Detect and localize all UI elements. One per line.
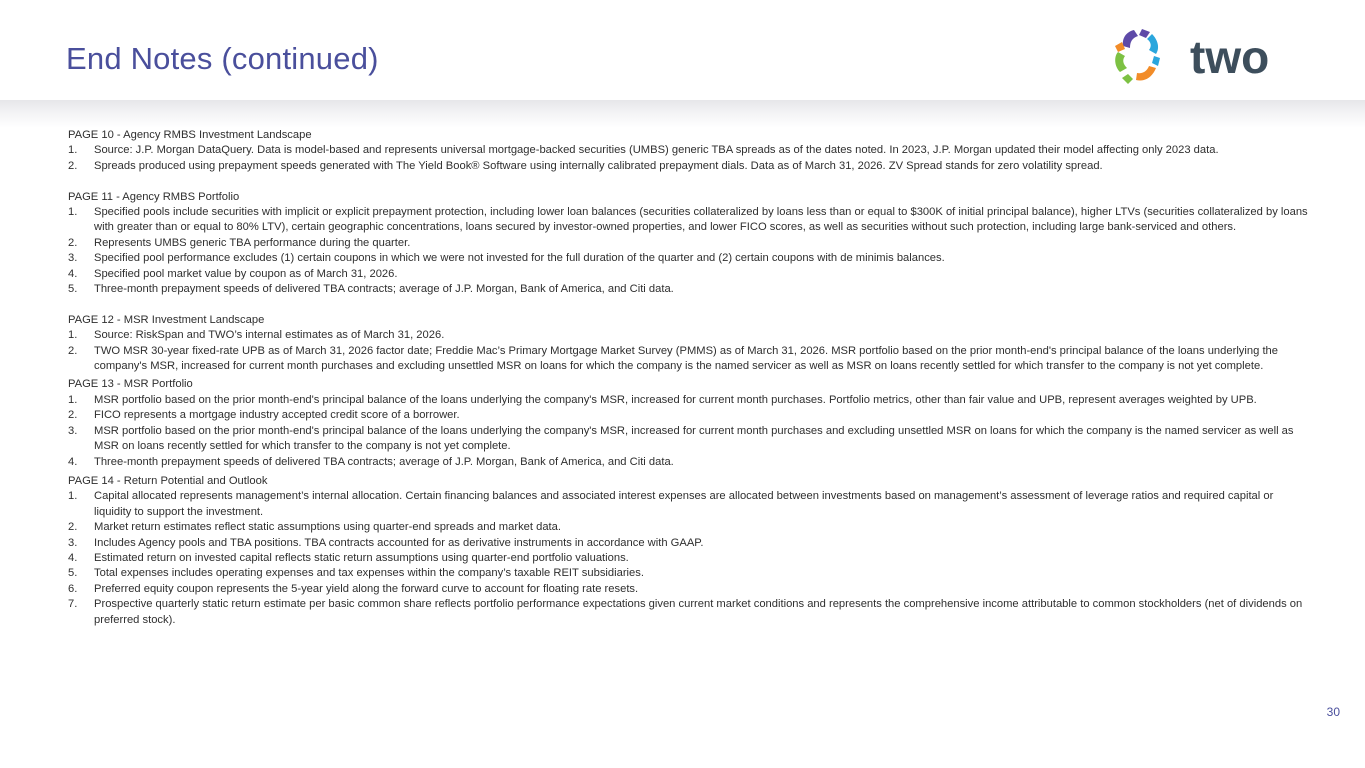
list-item: 2. Represents UMBS generic TBA performance during the quarter. [68, 236, 411, 249]
header-divider-band [0, 100, 1365, 128]
list-item: 2. FICO represents a mortgage industry accepted credit score of a borrower. [68, 409, 460, 422]
section-title: PAGE 12 - MSR Investment Landscape [68, 313, 265, 326]
list-item: 2. Spreads produced using prepayment speeds generated with The Yield Book® Software using internally calibrated prepayment dials. Data as of March 31, 2026. ZV Spread stands for zero volatility spread. [68, 159, 1103, 172]
list-item: 1. Source: RiskSpan and TWO’s internal estimates as of March 31, 2026. [68, 329, 445, 342]
list-item: 2. TWO MSR 30-year fixed-rate UPB as of March 31, 2026 factor date; Freddie Mac’s Primary Mortgage Market Survey (PMMS) as of March 31, 2026. MSR portfolio based on the prior month-end's principal balance of the loans underlying the company's MSR, increased for current month purchases and excluding unsettled MSR on loans for which the company is the named servicer as well as MSR on loans recently settled for which transfer to the company is not yet complete. [68, 344, 1278, 373]
section-title: PAGE 14 - Return Potential and Outlook [68, 474, 268, 487]
list-item: 4. Estimated return on invested capital reflects static return assumptions using quarter-end portfolio valuations. [68, 551, 629, 564]
list-item: 2. Market return estimates reflect static assumptions using quarter-end spreads and market data. [68, 521, 561, 534]
section-page-12 [68, 313, 1308, 375]
logo-text: two [1190, 31, 1270, 83]
section-title: PAGE 10 - Agency RMBS Investment Landscape [68, 129, 312, 141]
list-item: 1. Specified pools include securities with implicit or explicit prepayment protection, including lower loan balances (securities collateralized by loans less than or equal to $300K of initial principal balance), higher LTVs (securities collateralized by loans with greater than or equal to 80% LTV), certain geographic concentrations, loans secured by investor-owned properties, and lower FICO scores, as well as securities without such protection, including large bank-serviced and others. [68, 206, 1308, 234]
list-item: 3. MSR portfolio based on the prior month-end's principal balance of the loans underlying the company's MSR, increased for current month purchases and excluding unsettled MSR on loans for which the company is the named servicer as well as MSR on loans recently settled for which transfer to the company is not yet complete. [68, 424, 1294, 453]
notes-list [68, 393, 1308, 470]
end-notes-body [68, 128, 1308, 628]
list-item: 5. Total expenses includes operating expenses and tax expenses within the company’s taxable REIT subsidiaries. [68, 567, 644, 580]
list-item: 3. Includes Agency pools and TBA positions. TBA contracts accounted for as derivative instruments in accordance with GAAP. [68, 536, 704, 549]
list-item: 7. Prospective quarterly static return estimate per basic common share reflects portfolio performance expectations given current market conditions and represents the comprehensive income attributable to common stockholders (net of dividends on preferred stock). [68, 598, 1303, 626]
list-item: 5. Three-month prepayment speeds of delivered TBA contracts; average of J.P. Morgan, Bank of America, and Citi data. [68, 283, 674, 296]
logo-star-icon [1115, 29, 1160, 84]
section-page-13 [68, 377, 1308, 469]
section-title: PAGE 13 - MSR Portfolio [68, 378, 193, 391]
notes-list [68, 489, 1308, 628]
page-title: End Notes (continued) [66, 41, 379, 76]
list-item: 1. Source: J.P. Morgan DataQuery. Data is model-based and represents universal mortgage-backed securities (UMBS) generic TBA spreads as of the dates noted. In 2023, J.P. Morgan updated their model affecting only 2023 data. [68, 144, 1219, 157]
page-number: 30 [1326, 705, 1340, 719]
list-item: 4. Three-month prepayment speeds of delivered TBA contracts; average of J.P. Morgan, Bank of America, and Citi data. [68, 455, 674, 468]
section-page-14 [68, 474, 1308, 628]
two-logo [1112, 26, 1294, 90]
list-item: 1. Capital allocated represents management’s internal allocation. Certain financing balances and associated interest expenses are allocated between investments based on management’s assessment of leverage ratios and required capital or liquidity to support the investment. [68, 490, 1274, 518]
notes-list [68, 143, 1308, 174]
notes-list [68, 328, 1308, 374]
list-item: 1. MSR portfolio based on the prior month-end's principal balance of the loans underlying the company's MSR, increased for current month purchases. Portfolio metrics, other than fair value and UPB, represent averages weighted by UPB. [68, 393, 1257, 406]
section-page-10 [68, 128, 1308, 174]
section-page-11 [68, 190, 1308, 298]
section-title: PAGE 11 - Agency RMBS Portfolio [68, 190, 240, 203]
list-item: 3. Specified pool performance excludes (1) certain coupons in which we were not invested for the full duration of the quarter and (2) certain coupons with de minimis balances. [68, 252, 945, 265]
list-item: 4. Specified pool market value by coupon as of March 31, 2026. [68, 267, 398, 280]
notes-list [68, 205, 1308, 297]
list-item: 6. Preferred equity coupon represents the 5-year yield along the forward curve to account for floating rate resets. [68, 582, 639, 595]
